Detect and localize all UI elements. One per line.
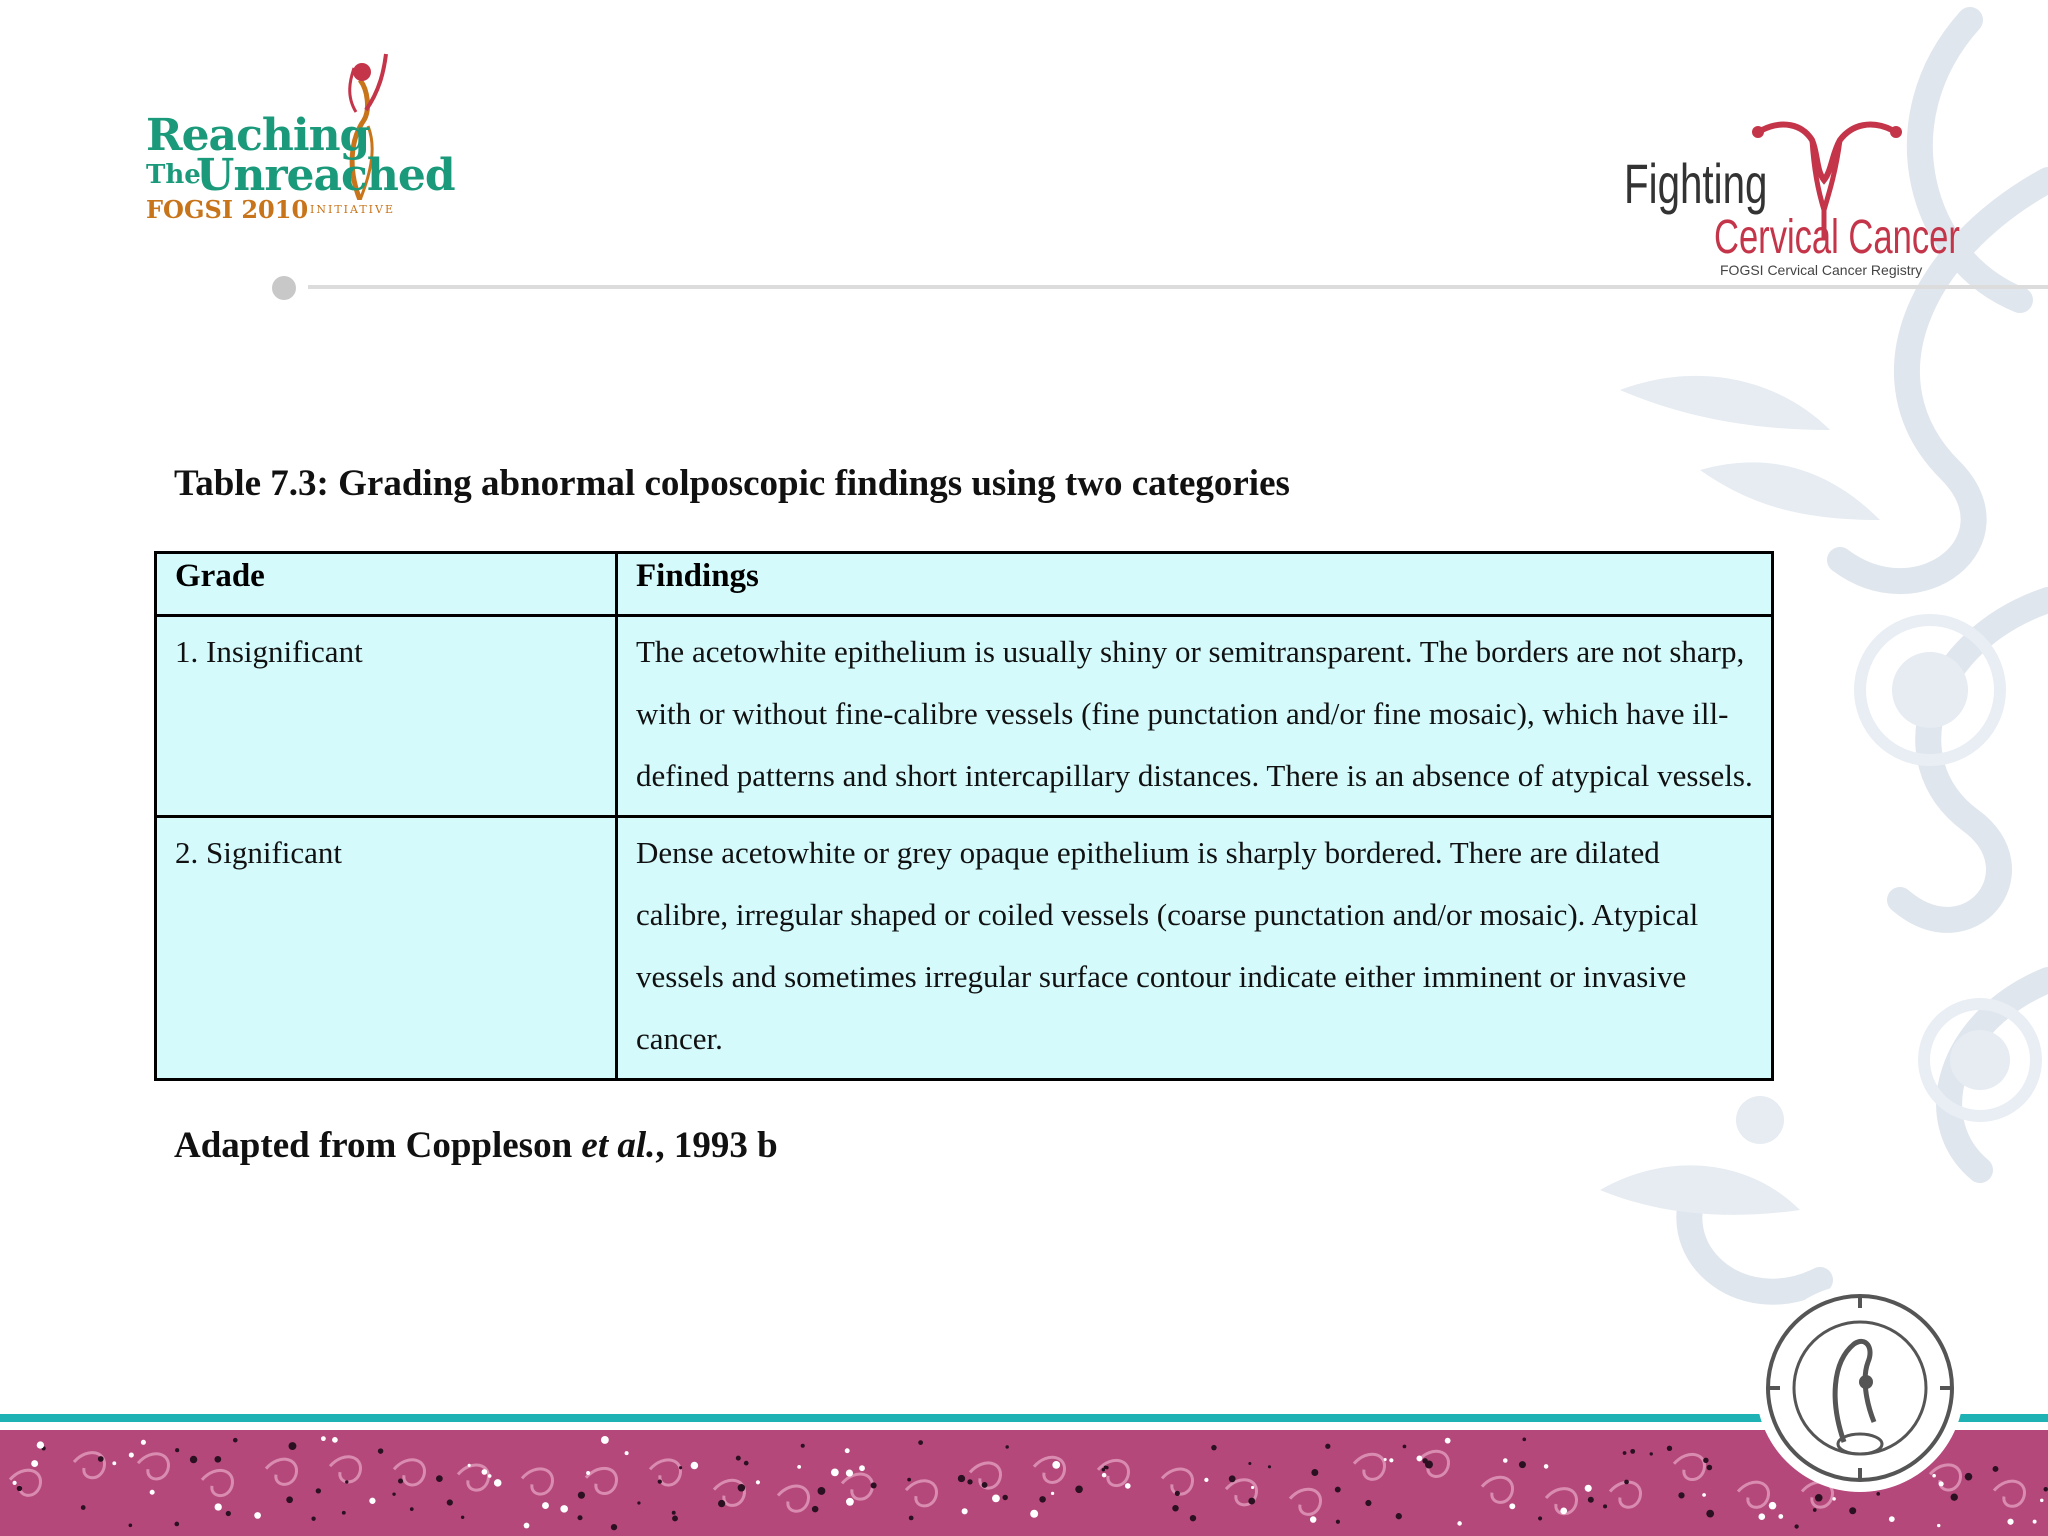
logo-fogsi-2010-text: FOGSI 2010 [146, 195, 309, 224]
logo-reaching-text: Reaching [146, 110, 370, 161]
table-source [174, 1124, 778, 1167]
logo-fighting-text: Fighting [1624, 152, 1768, 215]
findings-cell: Dense acetowhite or grey opaque epithelium is sharply bordered. There are dilated calibre, irregular shaped or coiled vessels (coarse punctation and/or mosaic). Atypical vessels and sometimes irregular surface contour indicate either imminent or invasive cancer. [617, 817, 1773, 1080]
header-grade: Grade [156, 553, 617, 616]
fighting-cervical-cancer-logo [1620, 110, 1960, 290]
footer-teal-line [0, 1414, 2048, 1422]
logo-initiative-text: INITIATIVE [310, 203, 395, 216]
header-divider-dot [272, 276, 296, 300]
grading-table [154, 551, 1774, 1081]
reaching-the-unreached-logo [140, 50, 455, 230]
logo-cervical-cancer-text: Cervical Cancer [1714, 211, 1960, 264]
logo-unreached-text: Unreached [196, 150, 455, 201]
source-prefix: Adapted from Coppleson [174, 1125, 573, 1166]
fogsi-seal-icon [1754, 1282, 1966, 1494]
header-findings: Findings [617, 553, 1773, 616]
grade-cell: 2. Significant [156, 817, 617, 1080]
logo-the-text: The [146, 160, 201, 190]
logo-registry-text: FOGSI Cervical Cancer Registry [1720, 262, 1923, 278]
grade-cell: 1. Insignificant [156, 616, 617, 817]
source-italic: et al. [581, 1125, 656, 1166]
table-caption: Table 7.3: Grading abnormal colposcopic findings using two categories [174, 463, 1290, 504]
table-row [156, 817, 1773, 1080]
table-header-row [156, 553, 1773, 616]
table-row [156, 616, 1773, 817]
findings-cell: The acetowhite epithelium is usually shiny or semitransparent. The borders are not sharp, with or without fine-calibre vessels (fine punctation and/or fine mosaic), which have ill-defined patterns and short intercapillary distances. There is an absence of atypical vessels. [617, 616, 1773, 817]
source-suffix: , 1993 b [655, 1125, 778, 1166]
footer-dot-pattern [0, 1430, 2048, 1536]
